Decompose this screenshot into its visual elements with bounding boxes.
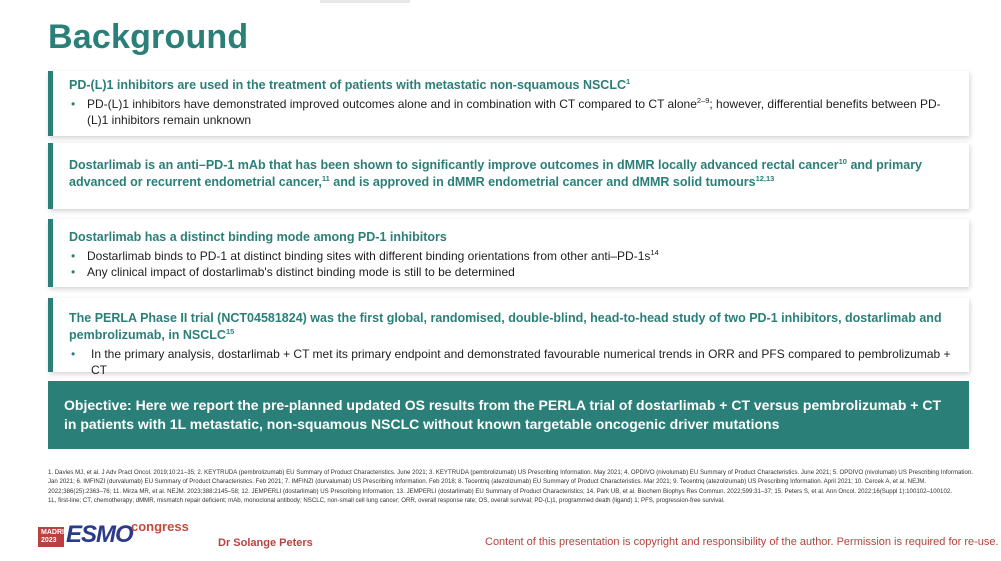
top-strip bbox=[320, 0, 410, 3]
list-item: • In the primary analysis, dostarlimab + CT met its primary endpoint and demonstrated favourable numerical trends in ORR and PFS compared to pembrolizumab + CT bbox=[69, 346, 955, 378]
box-heading: The PERLA Phase II trial (NCT04581824) was the first global, randomised, double-blind, head-to-head study of two PD-1 inhibitors, dostarlimab and pembrolizumab, in NSCLC$^{15}$ bbox=[69, 311, 942, 342]
esmo-congress-logo bbox=[38, 519, 189, 551]
background-box-2 bbox=[48, 143, 969, 209]
slide-title: Background bbox=[48, 18, 249, 56]
box-heading: PD-(L)1 inhibitors are used in the treatment of patients with metastatic non-squamous NSCLC$^1$ bbox=[69, 76, 631, 92]
list-item: • Any clinical impact of dostarlimab's distinct binding mode is still to be determined bbox=[69, 264, 955, 280]
box-heading: Dostarlimab has a distinct binding mode among PD-1 inhibitors bbox=[69, 230, 447, 244]
list-item: • Dostarlimab binds to PD-1 at distinct binding sites with different binding orientations from other anti–$PD-1s^{14}$ bbox=[69, 248, 955, 264]
abbreviations: 1L, first-line; CT, chemotherapy; dMMR, mismatch repair deficient; mAb, monoclonal antibody; NSCLC, non-small cell lung cancer; ORR, overall response rate; OS, overall survival; PD-(L)1, programmed death (ligand) 1; PFS, progression-free survival. bbox=[48, 497, 725, 505]
logo-congress: congress bbox=[131, 519, 189, 534]
reference-list: 1. Davies MJ, et al. J Adv Pract Oncol. 2019;10:21–35; 2. KEYTRUDA (pembrolizumab) EU Summary of Product Characteristics. June 2021; 3. KEYTRUDA (pembrolizumab) US Prescribing Information. May 2021; 4. OPDIVO (nivolumab) EU Summary of Product Characteristics. June 2021; 5. OPDIVO (nivolumab) US Prescribing Information. Jan 2021; 6. IMFINZI (durvalumab) EU Summary of Product Characteristics. Feb 2021; 7. IMFINZI (durvalumab) US Prescribing Information. Feb 2018; 8. Tecentriq (atezolizumab) EU Summary of Product Characteristics. Mar 2021; 9. Tecentriq (atezolizumab) US Prescribing Information. April 2021; 10. Cercek A, et al. NEJM. 2022;386(25):2363–76; 11. Mirza MR, et al. NEJM. 2023;388:2145–58; 12. JEMPERLI (dostarlimab) US Prescribing Information; 13. JEMPERLI (dostarlimab) EU Summary of Product Characteristics; 14. Park UB, et al. Biochem Biophys Res Commun. 2022;599:31–37; 15. Peters S, et al. Ann Oncol. 2022;16(Suppl 1):100102–100102. bbox=[48, 469, 973, 495]
copyright-notice: Content of this presentation is copyright and responsibility of the author. Permission is required for re-use. bbox=[485, 536, 999, 548]
bullet-list bbox=[69, 96, 955, 128]
bullet-list bbox=[69, 346, 955, 378]
background-box-1 bbox=[48, 71, 969, 136]
objective-banner: Objective: Here we report the pre-planned updated OS results from the PERLA trial of dostarlimab + CT versus pembrolizumab + CT in patients with 1L metastatic, non-squamous NSCLC without known targetable oncogenic driver mutations bbox=[48, 381, 969, 449]
background-box-3 bbox=[48, 219, 969, 287]
list-item: • PD-(L)1 inhibitors have demonstrated improved outcomes alone and in combination with CT compared to CT alone$^{2-9}$; however, differential benefits between PD-(L)1 inhibitors remain unknown bbox=[69, 96, 955, 128]
logo-city-badge: MADRID 2023 bbox=[38, 527, 64, 547]
logo-esmo: ESMO bbox=[66, 521, 133, 548]
bullet-list bbox=[69, 248, 955, 280]
box-heading: Dostarlimab is an anti–PD-1 mAb that has been shown to significantly improve outcomes in dMMR locally advanced rectal cancer$^{10}$ and primary advanced or recurrent endometrial cancer,$^{11}$ and is approved in dMMR endometrial cancer and dMMR solid tumours$^{12,13}$ bbox=[69, 156, 923, 189]
presenter-name: Dr Solange Peters bbox=[218, 537, 313, 549]
background-box-4 bbox=[48, 298, 969, 377]
references bbox=[48, 468, 973, 506]
